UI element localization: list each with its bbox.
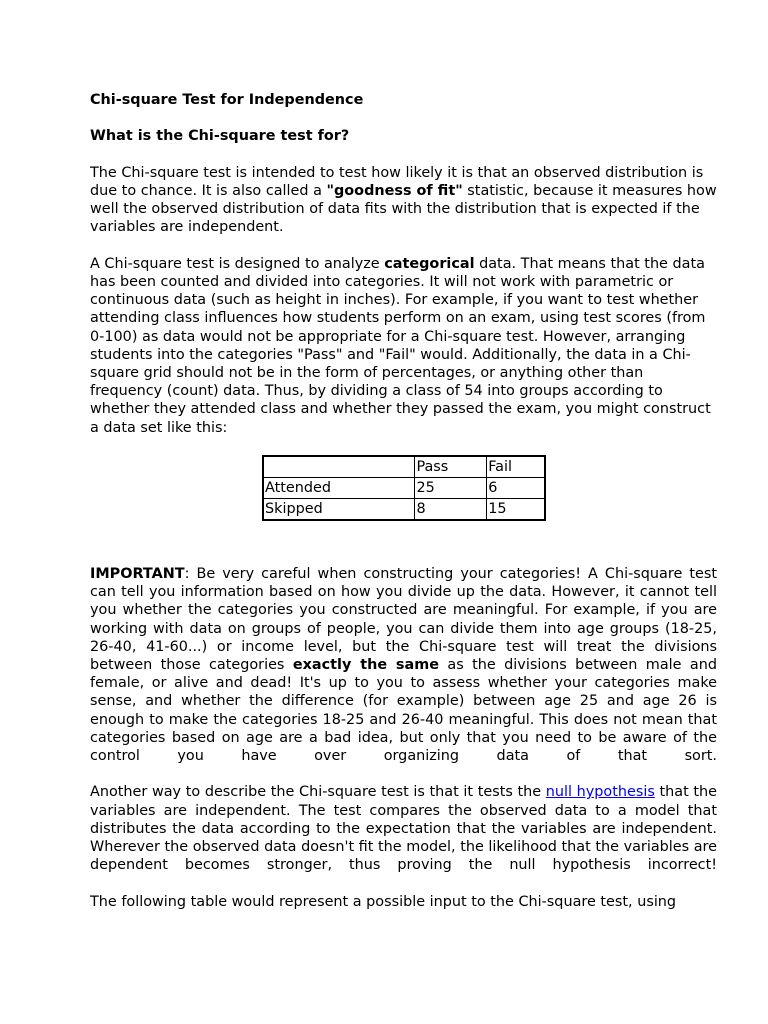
paragraph-categorical (90, 255, 717, 437)
important-label: IMPORTANT (90, 566, 185, 582)
paragraph-categorical-text-c: data. That means that the data has been counted and divided into categories. It will not work with parametric or continuous data (such as height in inches). For example, if you want to test whether attending class influences how students perform on an exam, using test scores (from 0-100) as data would not be appropriate for a Chi-square test. However, arranging students into the categories "Pass" and "Fail" would. Additionally, the data in a Chi-square grid should not be in the form of percentages, or anything other than frequency (count) data. Thus, by dividing a class of 54 into groups according to whether they attended class and whether they passed the exam, you might construct a data set like this: (90, 255, 711, 436)
section-heading: What is the Chi-square test for? (90, 128, 350, 145)
data-table-container (262, 455, 717, 521)
table-cell: Attended (264, 478, 415, 499)
table-cell: 15 (487, 499, 544, 519)
paragraph-intro (90, 164, 717, 237)
table-cell: 6 (487, 478, 544, 499)
table-header-cell: Pass (415, 457, 487, 478)
data-table (262, 455, 546, 521)
table-cell: 25 (415, 478, 487, 499)
paragraph-following-table: The following table would represent a possible input to the Chi-square test, using (90, 893, 677, 910)
goodness-of-fit-term: "goodness of fit" (326, 182, 463, 199)
paragraph-null-hypothesis (90, 783, 717, 874)
paragraph-important-text-b: : Be very careful when constructing your categories! A Chi-square test can tell you information based on how you divide up the data. However, it cannot tell you whether the categories you constructed are meaningful. For example, if you are working with data on groups of people, you can divide them into age groups (18-25, 26-40, 41-60...) or income level, but the Chi-square test will treat the divisions between those categories (90, 566, 717, 674)
table-header-cell (264, 457, 415, 478)
page-title: Chi-square Test for Independence (90, 92, 364, 108)
paragraph-important (90, 565, 717, 765)
paragraph-null-text-a: Another way to describe the Chi-square test is that it tests the (90, 784, 546, 801)
table-row (264, 499, 544, 519)
table-header-cell: Fail (487, 457, 544, 478)
table-cell: 8 (415, 499, 487, 519)
table-header-row (264, 457, 544, 478)
categorical-term: categorical (384, 255, 475, 272)
table-row (264, 478, 544, 499)
null-hypothesis-link[interactable]: null hypothesis (545, 784, 655, 801)
paragraph-categorical-text-a: A Chi-square test is designed to analyze (90, 255, 385, 272)
paragraph-null-text-b: that the variables are independent. The test compares the observed data to a model that distributes the data according to the expectation that the variables are independent. Wherever the observed data doesn't fit the model, the likelihood that the variables are dependent becomes stronger, thus proving the null hypothesis incorrect! (90, 784, 717, 874)
document-body (90, 91, 717, 929)
paragraph-intro-text-c: statistic, because it measures how well the observed distribution of data fits with the distribution that is expected if the variables are independent. (90, 182, 717, 236)
paragraph-intro-text-a: The Chi-square test is intended to test how likely it is that an observed distribution is due to chance. It is also called a (90, 164, 704, 199)
paragraph-important-text-d: as the divisions between male and female, or alive and dead! It's up to you to assess whether your categories make sense, and whether the difference (for example) between age 25 and age 26 is enough to make the categories 18-25 and 26-40 meaningful. This does not mean that categories based on age are a bad idea, but only that you need to be aware of the control you have over organizing data of that sort. (90, 657, 717, 765)
table-cell: Skipped (264, 499, 415, 519)
exactly-the-same-term: exactly the same (292, 657, 439, 674)
